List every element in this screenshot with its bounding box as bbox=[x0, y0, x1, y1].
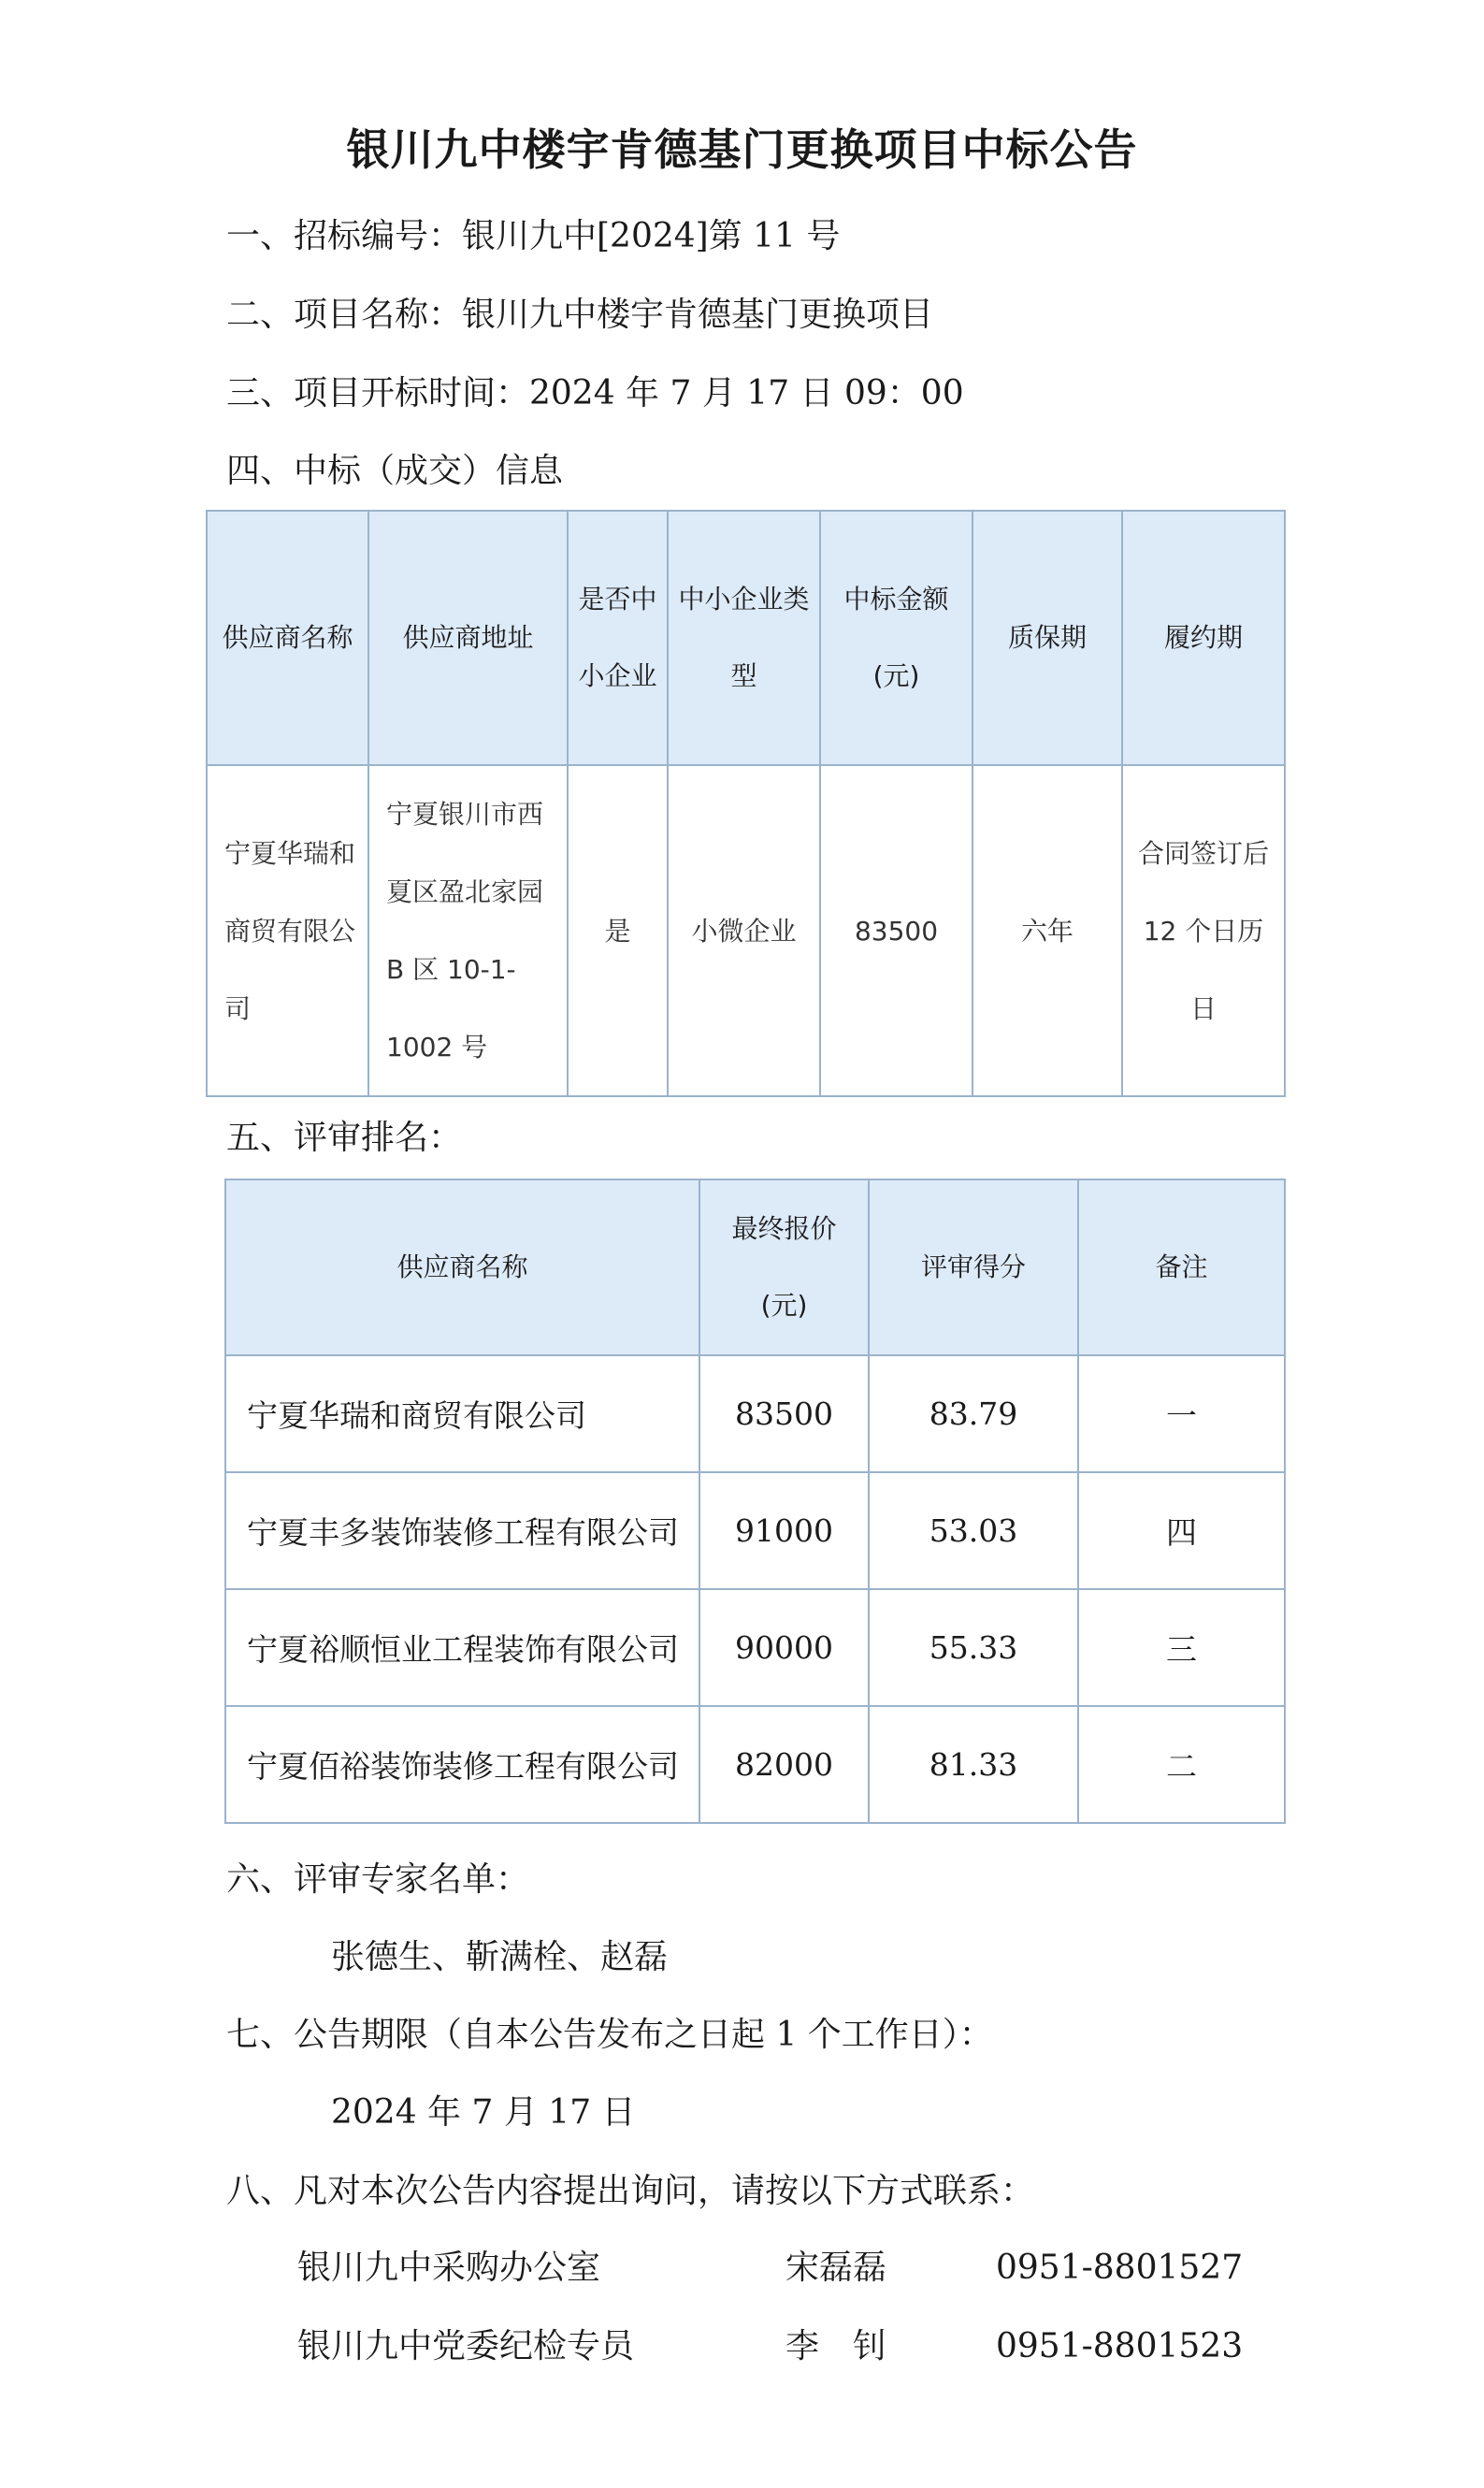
table-row bbox=[225, 1589, 1285, 1706]
supplier-name-cell: 宁夏裕顺恒业工程装饰有限公司 bbox=[225, 1589, 699, 1706]
ranking-table bbox=[224, 1179, 1286, 1824]
contact-person: 宋磊磊 bbox=[785, 2249, 887, 2287]
rank-note-cell: 四 bbox=[1078, 1472, 1285, 1589]
contact-phone: 0951-8801527 bbox=[996, 2249, 1244, 2287]
rank-note-cell: 一 bbox=[1078, 1355, 1285, 1472]
supplier-name-cell: 宁夏华瑞和商贸有限公司 bbox=[207, 765, 368, 1096]
contact-dept: 银川九中采购办公室 bbox=[297, 2249, 601, 2287]
award-header-row bbox=[207, 511, 1285, 765]
experts-list: 张德生、靳满栓、赵磊 bbox=[331, 1938, 669, 1976]
table-row bbox=[225, 1706, 1285, 1823]
performance-period-cell: 合同签订后 12 个日历日 bbox=[1122, 765, 1285, 1096]
bid-opening-time-line: 三、项目开标时间：2024 年 7 月 17 日 09：00 bbox=[226, 374, 964, 412]
award-info-table bbox=[206, 510, 1286, 1097]
award-info-heading: 四、中标（成交）信息 bbox=[226, 452, 564, 490]
supplier-name-cell: 宁夏华瑞和商贸有限公司 bbox=[225, 1355, 699, 1472]
award-header-cell: 中标金额(元) bbox=[820, 511, 973, 765]
ranking-heading: 五、评审排名： bbox=[226, 1119, 463, 1157]
final-price-cell: 82000 bbox=[699, 1706, 869, 1823]
project-name-line: 二、项目名称：银川九中楼宇肯德基门更换项目 bbox=[226, 296, 934, 334]
award-header-cell: 履约期 bbox=[1122, 511, 1285, 765]
notice-date: 2024 年 7 月 17 日 bbox=[331, 2093, 636, 2132]
contact-heading: 八、凡对本次公告内容提出询问，请按以下方式联系： bbox=[226, 2172, 1035, 2210]
award-amount-cell: 83500 bbox=[820, 765, 973, 1096]
ranking-header-cell: 评审得分 bbox=[869, 1179, 1078, 1355]
tender-number-line: 一、招标编号：银川九中[2024]第 11 号 bbox=[226, 217, 841, 255]
warranty-cell: 六年 bbox=[973, 765, 1122, 1096]
experts-heading: 六、评审专家名单： bbox=[226, 1860, 530, 1899]
contact-dept: 银川九中党委纪检专员 bbox=[297, 2327, 635, 2365]
contact-person: 李 钊 bbox=[785, 2327, 887, 2365]
score-cell: 81.33 bbox=[869, 1706, 1078, 1823]
award-header-cell: 是否中小企业 bbox=[568, 511, 668, 765]
page-title: 银川九中楼宇肯德基门更换项目中标公告 bbox=[346, 124, 1138, 175]
supplier-address-cell: 宁夏银川市西夏区盈北家园 B 区 10-1-1002 号 bbox=[368, 765, 568, 1096]
award-header-cell: 中小企业类型 bbox=[668, 511, 820, 765]
ranking-header-cell: 最终报价(元) bbox=[699, 1179, 869, 1355]
final-price-cell: 90000 bbox=[699, 1589, 869, 1706]
notice-period-heading: 七、公告期限（自本公告发布之日起 1 个工作日）： bbox=[226, 2016, 993, 2054]
score-cell: 55.33 bbox=[869, 1589, 1078, 1706]
score-cell: 53.03 bbox=[869, 1472, 1078, 1589]
table-row bbox=[225, 1472, 1285, 1589]
sme-flag-cell: 是 bbox=[568, 765, 668, 1096]
award-data-row bbox=[207, 765, 1285, 1096]
award-header-cell: 供应商地址 bbox=[368, 511, 568, 765]
award-header-cell: 质保期 bbox=[973, 511, 1122, 765]
table-row bbox=[225, 1355, 1285, 1472]
supplier-name-cell: 宁夏佰裕装饰装修工程有限公司 bbox=[225, 1706, 699, 1823]
final-price-cell: 91000 bbox=[699, 1472, 869, 1589]
rank-note-cell: 三 bbox=[1078, 1589, 1285, 1706]
supplier-name-cell: 宁夏丰多装饰装修工程有限公司 bbox=[225, 1472, 699, 1589]
award-header-cell: 供应商名称 bbox=[207, 511, 368, 765]
ranking-header-cell: 备注 bbox=[1078, 1179, 1285, 1355]
ranking-header-row bbox=[225, 1179, 1285, 1355]
final-price-cell: 83500 bbox=[699, 1355, 869, 1472]
ranking-header-cell: 供应商名称 bbox=[225, 1179, 699, 1355]
rank-note-cell: 二 bbox=[1078, 1706, 1285, 1823]
score-cell: 83.79 bbox=[869, 1355, 1078, 1472]
contact-phone: 0951-8801523 bbox=[996, 2327, 1244, 2365]
sme-type-cell: 小微企业 bbox=[668, 765, 820, 1096]
